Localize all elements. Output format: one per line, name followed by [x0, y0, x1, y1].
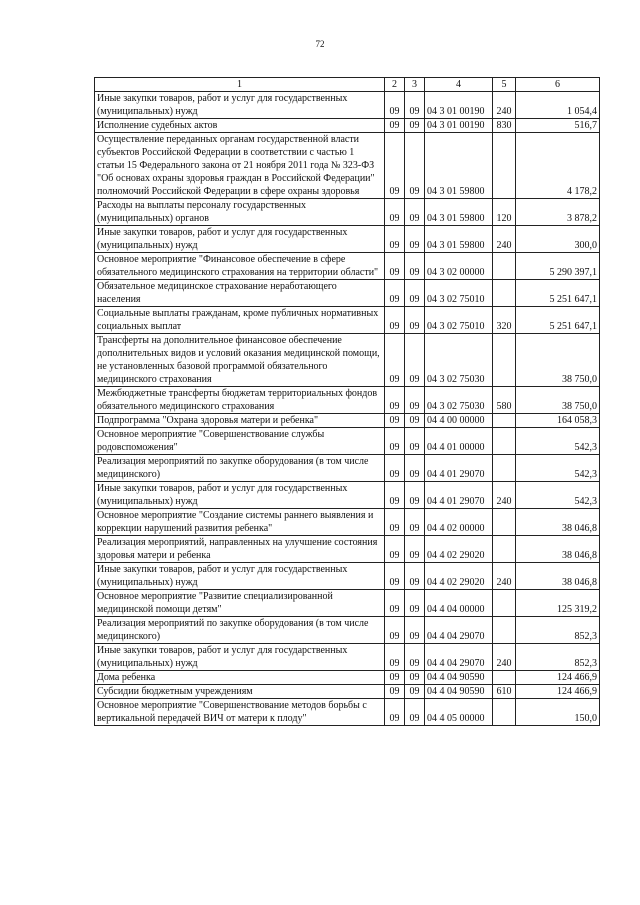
- expense-name-cell: Основное мероприятие "Развитие специализированной медицинской помощи детям": [95, 590, 385, 617]
- target-article-code-cell: 04 3 01 00190: [425, 119, 493, 133]
- expense-type-code-cell: [493, 509, 516, 536]
- expense-type-code-cell: [493, 699, 516, 726]
- table-row: [95, 92, 600, 119]
- expense-name-cell: Реализация мероприятий, направленных на улучшение состояния здоровья матери и ребенка: [95, 536, 385, 563]
- amount-cell: 38 046,8: [516, 536, 600, 563]
- expense-type-code-cell: [493, 671, 516, 685]
- table-row: [95, 226, 600, 253]
- subsection-code-cell: 09: [405, 617, 425, 644]
- section-code-cell: 09: [385, 685, 405, 699]
- table-row: [95, 563, 600, 590]
- column-header: 1: [95, 78, 385, 92]
- subsection-code-cell: 09: [405, 280, 425, 307]
- section-code-cell: 09: [385, 428, 405, 455]
- subsection-code-cell: 09: [405, 482, 425, 509]
- subsection-code-cell: 09: [405, 536, 425, 563]
- expense-name-cell: Субсидии бюджетным учреждениям: [95, 685, 385, 699]
- section-code-cell: 09: [385, 671, 405, 685]
- amount-cell: 38 750,0: [516, 334, 600, 387]
- expense-type-code-cell: 320: [493, 307, 516, 334]
- target-article-code-cell: 04 3 02 75010: [425, 280, 493, 307]
- section-code-cell: 09: [385, 414, 405, 428]
- table-row: [95, 617, 600, 644]
- amount-cell: 542,3: [516, 455, 600, 482]
- expense-name-cell: Межбюджетные трансферты бюджетам территориальных фондов обязательного медицинского страхования: [95, 387, 385, 414]
- amount-cell: 5 251 647,1: [516, 280, 600, 307]
- amount-cell: 542,3: [516, 482, 600, 509]
- table-row: [95, 253, 600, 280]
- expense-name-cell: Реализация мероприятий по закупке оборудования (в том числе медицинского): [95, 455, 385, 482]
- amount-cell: 300,0: [516, 226, 600, 253]
- expense-type-code-cell: 240: [493, 644, 516, 671]
- column-header: 5: [493, 78, 516, 92]
- table-row: [95, 428, 600, 455]
- subsection-code-cell: 09: [405, 699, 425, 726]
- budget-table: [94, 77, 600, 726]
- amount-cell: 852,3: [516, 644, 600, 671]
- target-article-code-cell: 04 3 01 59800: [425, 226, 493, 253]
- target-article-code-cell: 04 3 01 59800: [425, 133, 493, 199]
- table-row: [95, 509, 600, 536]
- target-article-code-cell: 04 4 04 90590: [425, 685, 493, 699]
- subsection-code-cell: 09: [405, 199, 425, 226]
- table-row: [95, 307, 600, 334]
- column-header: 6: [516, 78, 600, 92]
- target-article-code-cell: 04 4 01 29070: [425, 455, 493, 482]
- section-code-cell: 09: [385, 280, 405, 307]
- expense-type-code-cell: 240: [493, 226, 516, 253]
- page-number: 72: [315, 39, 325, 49]
- amount-cell: 124 466,9: [516, 685, 600, 699]
- expense-name-cell: Подпрограмма "Охрана здоровья матери и ребенка": [95, 414, 385, 428]
- expense-type-code-cell: 240: [493, 563, 516, 590]
- table-row: [95, 455, 600, 482]
- expense-type-code-cell: [493, 428, 516, 455]
- amount-cell: 164 058,3: [516, 414, 600, 428]
- target-article-code-cell: 04 3 02 75030: [425, 334, 493, 387]
- amount-cell: 1 054,4: [516, 92, 600, 119]
- expense-type-code-cell: [493, 280, 516, 307]
- section-code-cell: 09: [385, 92, 405, 119]
- expense-name-cell: Социальные выплаты гражданам, кроме публичных нормативных социальных выплат: [95, 307, 385, 334]
- target-article-code-cell: 04 4 02 00000: [425, 509, 493, 536]
- table-header-row: [95, 78, 600, 92]
- amount-cell: 852,3: [516, 617, 600, 644]
- amount-cell: 124 466,9: [516, 671, 600, 685]
- expense-name-cell: Обязательное медицинское страхование неработающего населения: [95, 280, 385, 307]
- table-row: [95, 482, 600, 509]
- expense-name-cell: Исполнение судебных актов: [95, 119, 385, 133]
- target-article-code-cell: 04 3 01 59800: [425, 199, 493, 226]
- amount-cell: 150,0: [516, 699, 600, 726]
- subsection-code-cell: 09: [405, 414, 425, 428]
- subsection-code-cell: 09: [405, 671, 425, 685]
- amount-cell: 38 046,8: [516, 563, 600, 590]
- subsection-code-cell: 09: [405, 455, 425, 482]
- amount-cell: 3 878,2: [516, 199, 600, 226]
- amount-cell: 5 290 397,1: [516, 253, 600, 280]
- target-article-code-cell: 04 3 01 00190: [425, 92, 493, 119]
- expense-name-cell: Иные закупки товаров, работ и услуг для государственных (муниципальных) нужд: [95, 92, 385, 119]
- table-row: [95, 280, 600, 307]
- subsection-code-cell: 09: [405, 590, 425, 617]
- section-code-cell: 09: [385, 334, 405, 387]
- subsection-code-cell: 09: [405, 253, 425, 280]
- column-header: 2: [385, 78, 405, 92]
- section-code-cell: 09: [385, 563, 405, 590]
- expense-name-cell: Основное мероприятие "Совершенствование методов борьбы с вертикальной передачей ВИЧ от матери к плоду": [95, 699, 385, 726]
- section-code-cell: 09: [385, 307, 405, 334]
- section-code-cell: 09: [385, 253, 405, 280]
- subsection-code-cell: 09: [405, 226, 425, 253]
- expense-name-cell: Дома ребенка: [95, 671, 385, 685]
- table-row: [95, 671, 600, 685]
- expense-type-code-cell: [493, 617, 516, 644]
- subsection-code-cell: 09: [405, 92, 425, 119]
- expense-type-code-cell: 120: [493, 199, 516, 226]
- expense-name-cell: Основное мероприятие "Создание системы раннего выявления и коррекции нарушений развития ребенка": [95, 509, 385, 536]
- table-row: [95, 590, 600, 617]
- section-code-cell: 09: [385, 482, 405, 509]
- target-article-code-cell: 04 4 04 29070: [425, 617, 493, 644]
- subsection-code-cell: 09: [405, 644, 425, 671]
- amount-cell: 4 178,2: [516, 133, 600, 199]
- subsection-code-cell: 09: [405, 685, 425, 699]
- amount-cell: 125 319,2: [516, 590, 600, 617]
- expense-type-code-cell: 580: [493, 387, 516, 414]
- target-article-code-cell: 04 4 00 00000: [425, 414, 493, 428]
- expense-name-cell: Иные закупки товаров, работ и услуг для государственных (муниципальных) нужд: [95, 226, 385, 253]
- section-code-cell: 09: [385, 199, 405, 226]
- expense-name-cell: Трансферты на дополнительное финансовое обеспечение дополнительных видов и условий оказания медицинской помощи, не установленных базовой программой обязательного медицинского страхования: [95, 334, 385, 387]
- table-row: [95, 334, 600, 387]
- expense-name-cell: Реализация мероприятий по закупке оборудования (в том числе медицинского): [95, 617, 385, 644]
- subsection-code-cell: 09: [405, 563, 425, 590]
- section-code-cell: 09: [385, 644, 405, 671]
- amount-cell: 38 046,8: [516, 509, 600, 536]
- target-article-code-cell: 04 3 02 00000: [425, 253, 493, 280]
- amount-cell: 5 251 647,1: [516, 307, 600, 334]
- expense-name-cell: Иные закупки товаров, работ и услуг для государственных (муниципальных) нужд: [95, 563, 385, 590]
- section-code-cell: 09: [385, 455, 405, 482]
- target-article-code-cell: 04 4 01 00000: [425, 428, 493, 455]
- amount-cell: 38 750,0: [516, 387, 600, 414]
- subsection-code-cell: 09: [405, 428, 425, 455]
- table-row: [95, 414, 600, 428]
- target-article-code-cell: 04 3 02 75030: [425, 387, 493, 414]
- table-row: [95, 644, 600, 671]
- table-row: [95, 536, 600, 563]
- subsection-code-cell: 09: [405, 307, 425, 334]
- expense-name-cell: Основное мероприятие "Совершенствование службы родовспоможения": [95, 428, 385, 455]
- table-row: [95, 133, 600, 199]
- expense-name-cell: Иные закупки товаров, работ и услуг для государственных (муниципальных) нужд: [95, 482, 385, 509]
- section-code-cell: 09: [385, 133, 405, 199]
- target-article-code-cell: 04 4 04 29070: [425, 644, 493, 671]
- table-row: [95, 699, 600, 726]
- table-row: [95, 199, 600, 226]
- section-code-cell: 09: [385, 590, 405, 617]
- target-article-code-cell: 04 4 04 90590: [425, 671, 493, 685]
- column-header: 3: [405, 78, 425, 92]
- table-row: [95, 685, 600, 699]
- expense-type-code-cell: [493, 455, 516, 482]
- subsection-code-cell: 09: [405, 119, 425, 133]
- expense-name-cell: Основное мероприятие "Финансовое обеспечение в сфере обязательного медицинского страхования на территории области": [95, 253, 385, 280]
- expense-name-cell: Расходы на выплаты персоналу государственных (муниципальных) органов: [95, 199, 385, 226]
- section-code-cell: 09: [385, 226, 405, 253]
- expense-name-cell: Иные закупки товаров, работ и услуг для государственных (муниципальных) нужд: [95, 644, 385, 671]
- table-row: [95, 387, 600, 414]
- section-code-cell: 09: [385, 617, 405, 644]
- expense-type-code-cell: [493, 334, 516, 387]
- expense-type-code-cell: 240: [493, 482, 516, 509]
- section-code-cell: 09: [385, 536, 405, 563]
- expense-type-code-cell: 610: [493, 685, 516, 699]
- target-article-code-cell: 04 3 02 75010: [425, 307, 493, 334]
- subsection-code-cell: 09: [405, 509, 425, 536]
- expense-type-code-cell: [493, 133, 516, 199]
- expense-type-code-cell: [493, 590, 516, 617]
- target-article-code-cell: 04 4 04 00000: [425, 590, 493, 617]
- target-article-code-cell: 04 4 02 29020: [425, 563, 493, 590]
- table-row: [95, 119, 600, 133]
- target-article-code-cell: 04 4 01 29070: [425, 482, 493, 509]
- expense-type-code-cell: [493, 536, 516, 563]
- subsection-code-cell: 09: [405, 133, 425, 199]
- expense-type-code-cell: 830: [493, 119, 516, 133]
- section-code-cell: 09: [385, 119, 405, 133]
- expense-type-code-cell: [493, 414, 516, 428]
- amount-cell: 516,7: [516, 119, 600, 133]
- section-code-cell: 09: [385, 509, 405, 536]
- amount-cell: 542,3: [516, 428, 600, 455]
- expense-name-cell: Осуществление переданных органам государственной власти субъектов Российской Федерации в соответствии с частью 1 статьи 15 Федерального закона от 21 ноября 2011 года № 323-ФЗ "Об основах охраны здоровья граждан в Российской Федерации" полномочий Российской Федерации в сфере охраны здоровья: [95, 133, 385, 199]
- section-code-cell: 09: [385, 699, 405, 726]
- column-header: 4: [425, 78, 493, 92]
- target-article-code-cell: 04 4 02 29020: [425, 536, 493, 563]
- expense-type-code-cell: [493, 253, 516, 280]
- target-article-code-cell: 04 4 05 00000: [425, 699, 493, 726]
- expense-type-code-cell: 240: [493, 92, 516, 119]
- subsection-code-cell: 09: [405, 387, 425, 414]
- subsection-code-cell: 09: [405, 334, 425, 387]
- section-code-cell: 09: [385, 387, 405, 414]
